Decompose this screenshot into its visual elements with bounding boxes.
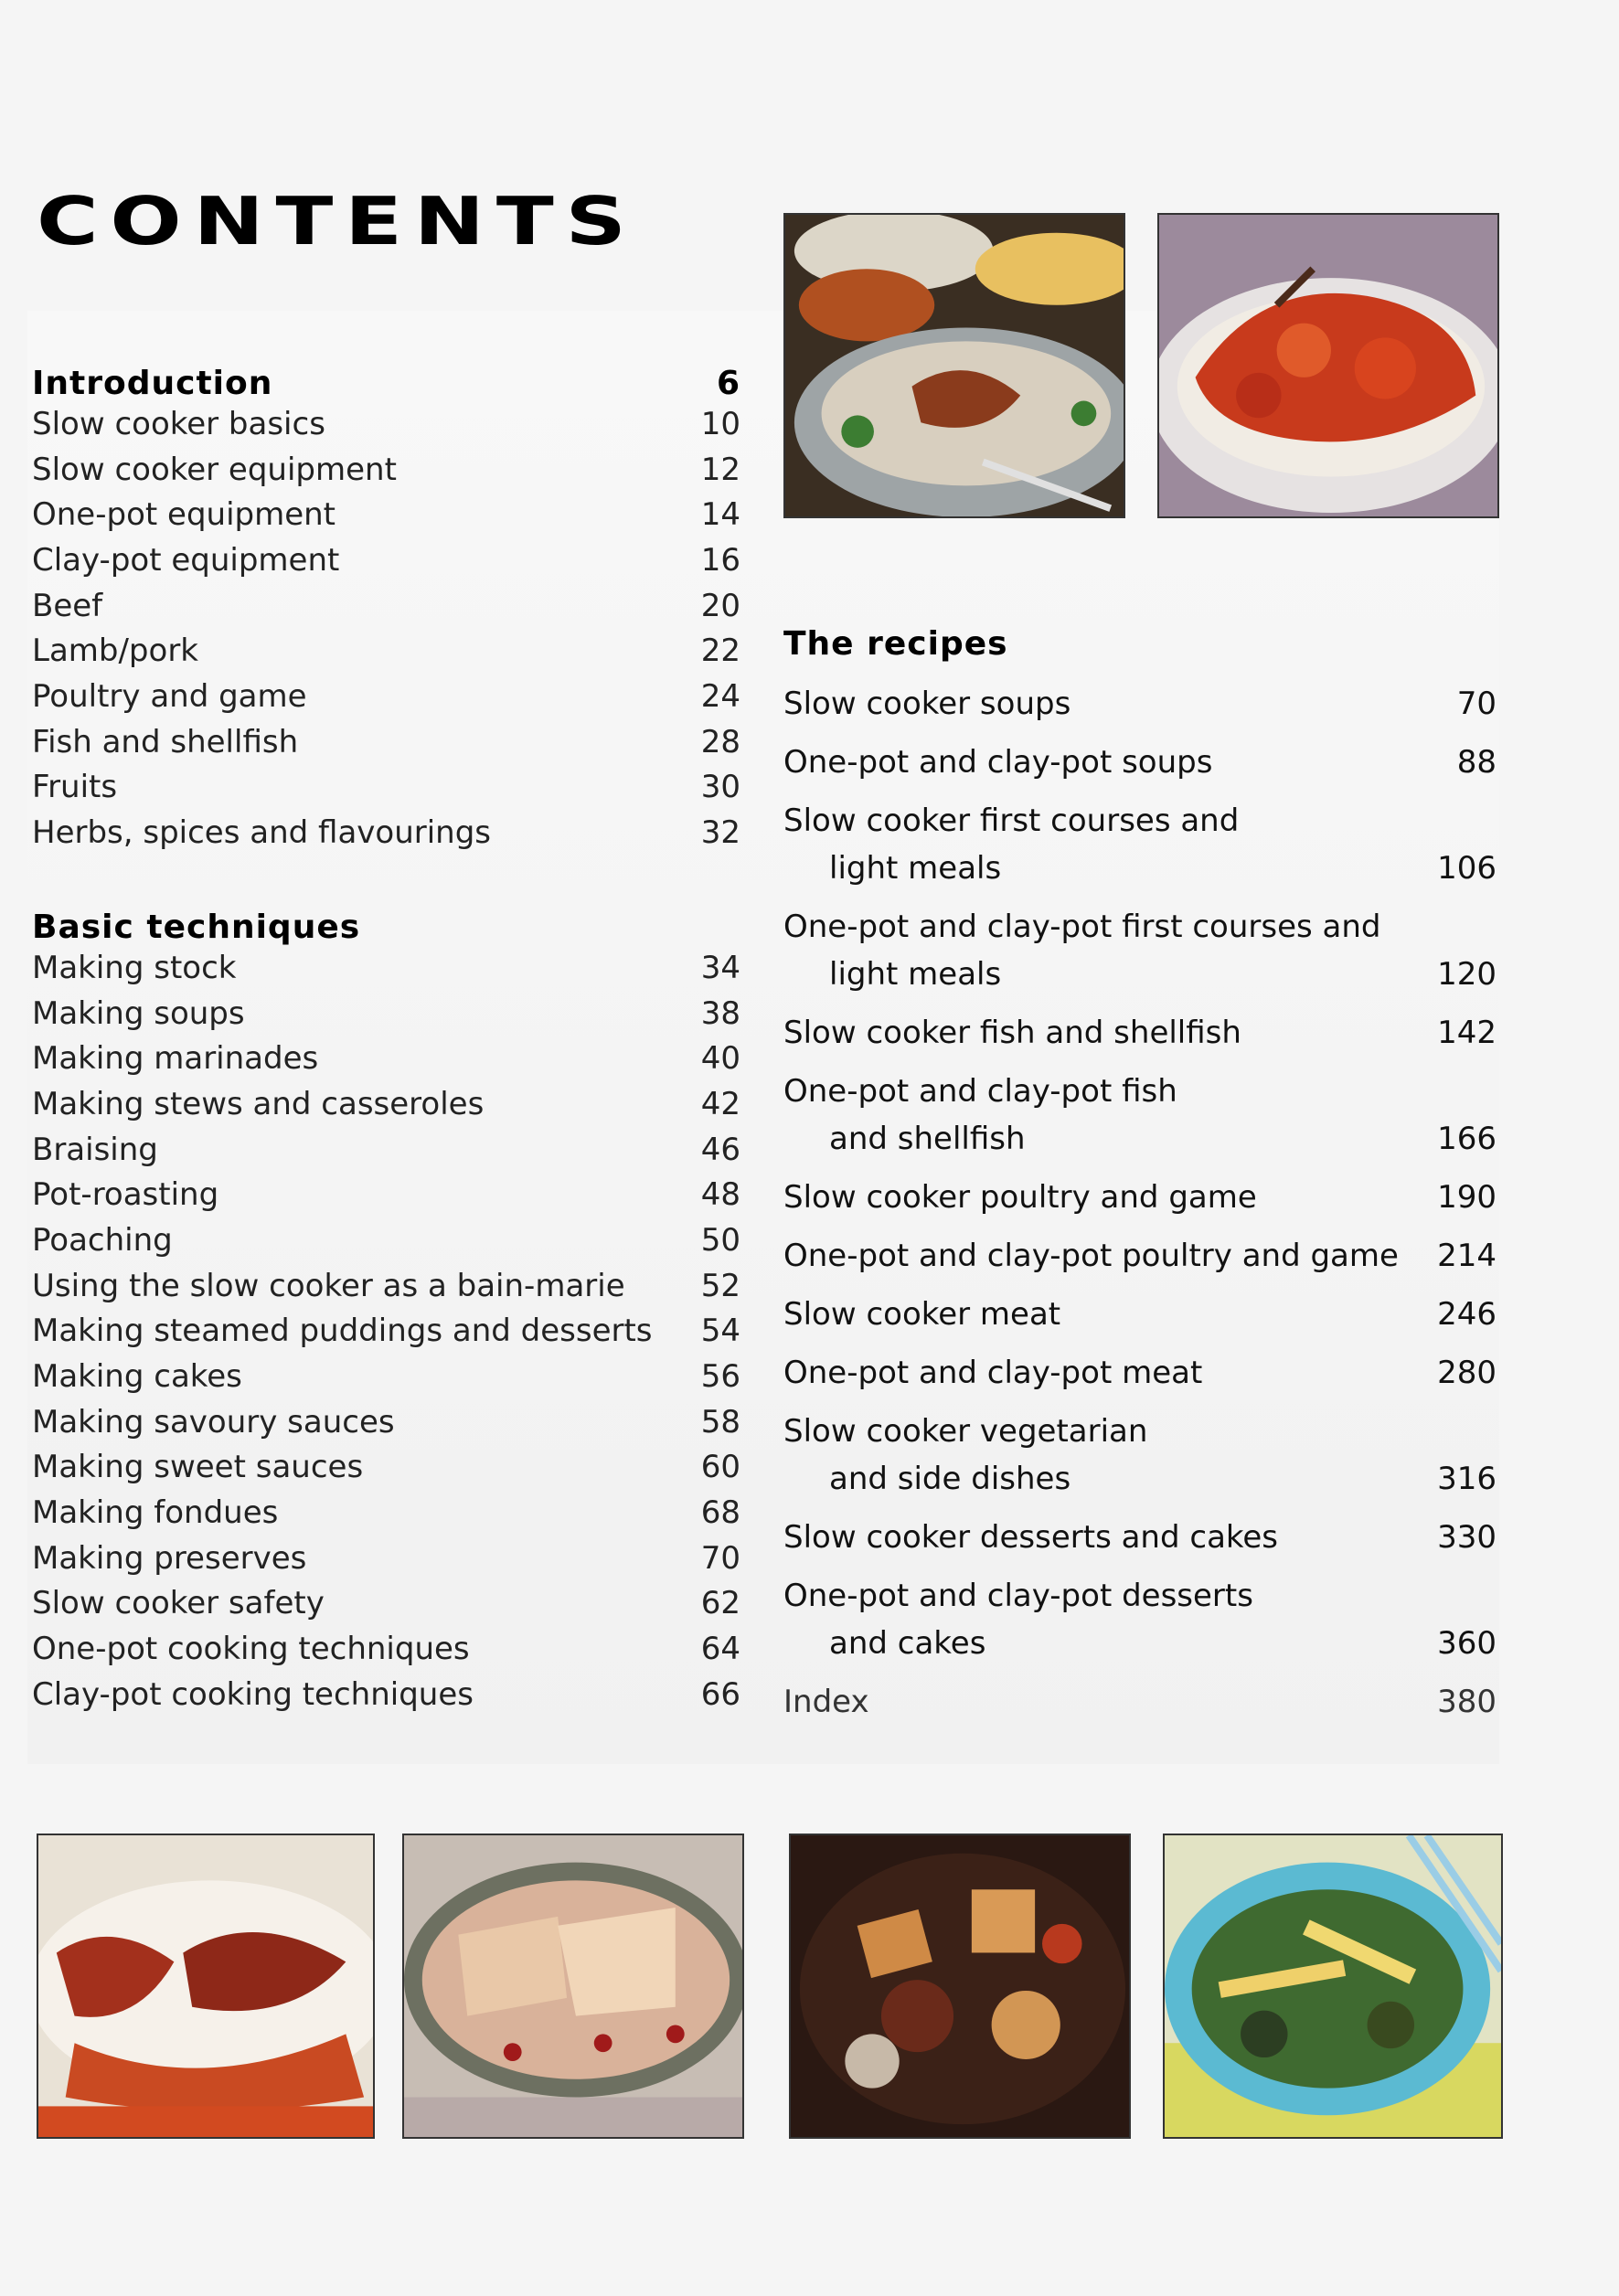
toc-entry[interactable] bbox=[32, 1491, 740, 1536]
entry-label bbox=[783, 1349, 1202, 1397]
toc-entry[interactable] bbox=[32, 448, 740, 494]
entry-label bbox=[783, 1572, 1253, 1667]
entry-page: 142 bbox=[1437, 1015, 1497, 1051]
toc-entry[interactable] bbox=[32, 402, 740, 448]
entry-page: 246 bbox=[1437, 1296, 1497, 1333]
entry-page: 190 bbox=[1437, 1179, 1497, 1216]
toc-entry[interactable] bbox=[32, 1400, 740, 1446]
entry-label: Herbs, spices and flavourings bbox=[32, 814, 492, 852]
recipe-entry[interactable] bbox=[783, 1232, 1497, 1280]
section-heading-recipes: The recipes bbox=[783, 625, 1008, 663]
entry-page: 58 bbox=[700, 1403, 740, 1440]
toc-entry[interactable] bbox=[32, 629, 740, 675]
toc-entry[interactable] bbox=[32, 1536, 740, 1582]
entry-page: 62 bbox=[700, 1585, 740, 1622]
entry-label bbox=[783, 680, 1070, 728]
toc-entry[interactable] bbox=[32, 493, 740, 538]
section-heading-basic-techniques bbox=[32, 900, 740, 946]
entry-label-line1: One-pot and clay-pot first courses and bbox=[783, 909, 1381, 945]
entry-page: 32 bbox=[700, 814, 740, 852]
entry-label: Using the slow cooker as a bain-marie bbox=[32, 1267, 625, 1304]
entry-label: One-pot equipment bbox=[32, 496, 336, 534]
entry-label: Making stock bbox=[32, 949, 237, 986]
toc-entry[interactable] bbox=[32, 1128, 740, 1174]
section-heading-label: Basic techniques bbox=[32, 908, 361, 946]
entry-label: Clay-pot equipment bbox=[32, 542, 340, 579]
entry-label-line1: One-pot and clay-pot fish bbox=[783, 1073, 1177, 1110]
entry-page: 330 bbox=[1437, 1519, 1497, 1556]
recipes-list bbox=[783, 680, 1497, 1667]
page-title: CONTENTS bbox=[37, 183, 638, 260]
entry-page: 70 bbox=[700, 1539, 740, 1577]
recipe-entry[interactable] bbox=[783, 680, 1497, 728]
entry-label-line1: Slow cooker meat bbox=[783, 1296, 1061, 1333]
entry-page: 60 bbox=[700, 1449, 740, 1486]
toc-entry[interactable] bbox=[32, 1355, 740, 1400]
entry-page: 12 bbox=[700, 451, 740, 488]
toc-entry[interactable] bbox=[32, 766, 740, 812]
entry-label-line1: One-pot and clay-pot soups bbox=[783, 744, 1213, 781]
entry-label bbox=[783, 903, 1380, 998]
toc-entry[interactable] bbox=[32, 720, 740, 766]
entry-page: 28 bbox=[700, 723, 740, 760]
entry-label: Fish and shellfish bbox=[32, 723, 299, 760]
entry-page: 64 bbox=[700, 1631, 740, 1668]
entry-label-line1: Slow cooker vegetarian bbox=[783, 1413, 1148, 1450]
entry-label: Slow cooker basics bbox=[32, 405, 325, 442]
entry-label: Fruits bbox=[32, 769, 118, 806]
introduction-list bbox=[32, 402, 740, 856]
photo-rice-dish bbox=[783, 213, 1125, 518]
recipe-entry[interactable] bbox=[783, 1514, 1497, 1561]
entry-label: Making preserves bbox=[32, 1539, 307, 1577]
entry-page: 68 bbox=[700, 1494, 740, 1532]
section-heading-page: 6 bbox=[716, 365, 740, 402]
entry-page: 280 bbox=[1437, 1355, 1497, 1391]
photo-fish-dish bbox=[37, 1834, 375, 2139]
entry-label: Clay-pot cooking techniques bbox=[32, 1675, 474, 1713]
section-heading-label: Introduction bbox=[32, 365, 273, 402]
entry-label: Making soups bbox=[32, 994, 245, 1032]
entry-page: 34 bbox=[700, 949, 740, 986]
entry-page: 10 bbox=[700, 405, 740, 442]
entry-label-line1: One-pot and clay-pot meat bbox=[783, 1355, 1203, 1391]
recipe-entry[interactable] bbox=[783, 1068, 1497, 1163]
entry-label: Braising bbox=[32, 1131, 158, 1168]
toc-entry[interactable] bbox=[32, 1627, 740, 1673]
entry-label bbox=[783, 1174, 1257, 1221]
toc-entry[interactable] bbox=[32, 538, 740, 584]
entry-label-line2: and side dishes bbox=[829, 1461, 1071, 1497]
entry-page: 22 bbox=[700, 632, 740, 670]
entry-label bbox=[783, 739, 1212, 786]
entry-page: 30 bbox=[700, 769, 740, 806]
toc-entry[interactable] bbox=[32, 1445, 740, 1491]
recipe-entry[interactable] bbox=[783, 1572, 1497, 1667]
entry-label: Pot-roasting bbox=[32, 1176, 219, 1214]
entry-label: Slow cooker safety bbox=[32, 1585, 325, 1622]
recipe-entry[interactable] bbox=[783, 1009, 1497, 1057]
toc-entry[interactable] bbox=[32, 584, 740, 630]
entry-page: 106 bbox=[1437, 850, 1497, 887]
entry-label: Making steamed puddings and desserts bbox=[32, 1313, 653, 1350]
entry-page: 24 bbox=[700, 678, 740, 716]
entry-label-line1: Slow cooker desserts and cakes bbox=[783, 1519, 1279, 1556]
recipe-entry[interactable] bbox=[783, 1174, 1497, 1221]
entry-page: 166 bbox=[1437, 1121, 1497, 1157]
entry-page: 56 bbox=[700, 1358, 740, 1396]
entry-label: Index bbox=[783, 1684, 869, 1720]
recipe-entry[interactable] bbox=[783, 1291, 1497, 1338]
entry-label: Slow cooker equipment bbox=[32, 451, 397, 488]
section-heading-introduction[interactable] bbox=[32, 356, 740, 402]
entry-label bbox=[783, 1009, 1241, 1057]
entry-label: Making fondues bbox=[32, 1494, 279, 1532]
entry-page: 46 bbox=[700, 1131, 740, 1168]
entry-label: Poaching bbox=[32, 1221, 173, 1259]
basic-techniques-list bbox=[32, 946, 740, 1718]
entry-label bbox=[783, 1068, 1177, 1163]
index-entry[interactable] bbox=[783, 1678, 1497, 1726]
toc-entry[interactable] bbox=[32, 1218, 740, 1264]
recipe-entry[interactable] bbox=[783, 797, 1497, 892]
recipe-entry[interactable] bbox=[783, 739, 1497, 786]
entry-label: Lamb/pork bbox=[32, 632, 198, 670]
photo-pot-roast bbox=[789, 1834, 1131, 2139]
entry-label-line1: One-pot and clay-pot poultry and game bbox=[783, 1238, 1399, 1274]
entry-label bbox=[783, 1514, 1278, 1561]
entry-page: 214 bbox=[1437, 1238, 1497, 1274]
contents-right-column bbox=[783, 625, 1497, 1737]
entry-page: 50 bbox=[700, 1221, 740, 1259]
entry-label bbox=[783, 797, 1239, 892]
toc-entry[interactable] bbox=[32, 1173, 740, 1218]
entry-label: Poultry and game bbox=[32, 678, 307, 716]
entry-label bbox=[783, 1291, 1060, 1338]
toc-entry[interactable] bbox=[32, 992, 740, 1037]
entry-page: 360 bbox=[1437, 1625, 1497, 1662]
entry-label-line1: Slow cooker poultry and game bbox=[783, 1179, 1257, 1216]
toc-entry[interactable] bbox=[32, 1582, 740, 1628]
entry-label-line2: and cakes bbox=[829, 1625, 986, 1662]
entry-label: Making cakes bbox=[32, 1358, 242, 1396]
entry-label: Beef bbox=[32, 587, 103, 624]
toc-entry[interactable] bbox=[32, 811, 740, 856]
entry-page: 70 bbox=[1456, 686, 1497, 722]
entry-page: 54 bbox=[700, 1313, 740, 1350]
recipe-entry[interactable] bbox=[783, 903, 1497, 998]
entry-page: 120 bbox=[1437, 956, 1497, 993]
entry-label-line1: Slow cooker first courses and bbox=[783, 803, 1240, 839]
entry-page: 316 bbox=[1437, 1461, 1497, 1497]
contents-left-column bbox=[32, 356, 740, 1718]
entry-page: 48 bbox=[700, 1176, 740, 1214]
entry-label bbox=[783, 1408, 1147, 1503]
toc-entry[interactable] bbox=[32, 946, 740, 992]
entry-page: 380 bbox=[1437, 1684, 1497, 1720]
entry-page: 66 bbox=[700, 1675, 740, 1713]
recipe-entry[interactable] bbox=[783, 1349, 1497, 1397]
photo-curry-rice bbox=[1157, 213, 1499, 518]
recipe-entry[interactable] bbox=[783, 1408, 1497, 1503]
entry-label-line1: One-pot and clay-pot desserts bbox=[783, 1578, 1253, 1614]
photo-bread-pudding bbox=[402, 1834, 744, 2139]
toc-entry[interactable] bbox=[32, 1036, 740, 1082]
entry-label-line1: Slow cooker soups bbox=[783, 686, 1071, 722]
entry-label bbox=[783, 1232, 1399, 1280]
entry-page: 14 bbox=[700, 496, 740, 534]
entry-page: 38 bbox=[700, 994, 740, 1032]
entry-page: 52 bbox=[700, 1267, 740, 1304]
entry-label-line2: and shellfish bbox=[829, 1121, 1026, 1157]
entry-page: 40 bbox=[700, 1040, 740, 1078]
entry-page: 16 bbox=[700, 542, 740, 579]
entry-label: Making stews and casseroles bbox=[32, 1085, 485, 1122]
photo-vegetable-curry bbox=[1163, 1834, 1503, 2139]
entry-label: Making sweet sauces bbox=[32, 1449, 364, 1486]
entry-label-line1: Slow cooker fish and shellfish bbox=[783, 1015, 1241, 1051]
toc-entry[interactable] bbox=[32, 1264, 740, 1310]
entry-label: Making marinades bbox=[32, 1040, 319, 1078]
entry-page: 20 bbox=[700, 587, 740, 624]
entry-label: Making savoury sauces bbox=[32, 1403, 395, 1440]
entry-label: One-pot cooking techniques bbox=[32, 1631, 470, 1668]
entry-page: 42 bbox=[700, 1085, 740, 1122]
entry-label-line2: light meals bbox=[829, 956, 1002, 993]
toc-entry[interactable] bbox=[32, 1673, 740, 1718]
entry-label-line2: light meals bbox=[829, 850, 1002, 887]
toc-entry[interactable] bbox=[32, 1309, 740, 1355]
toc-entry[interactable] bbox=[32, 1082, 740, 1128]
entry-page: 88 bbox=[1456, 744, 1497, 781]
toc-entry[interactable] bbox=[32, 675, 740, 720]
